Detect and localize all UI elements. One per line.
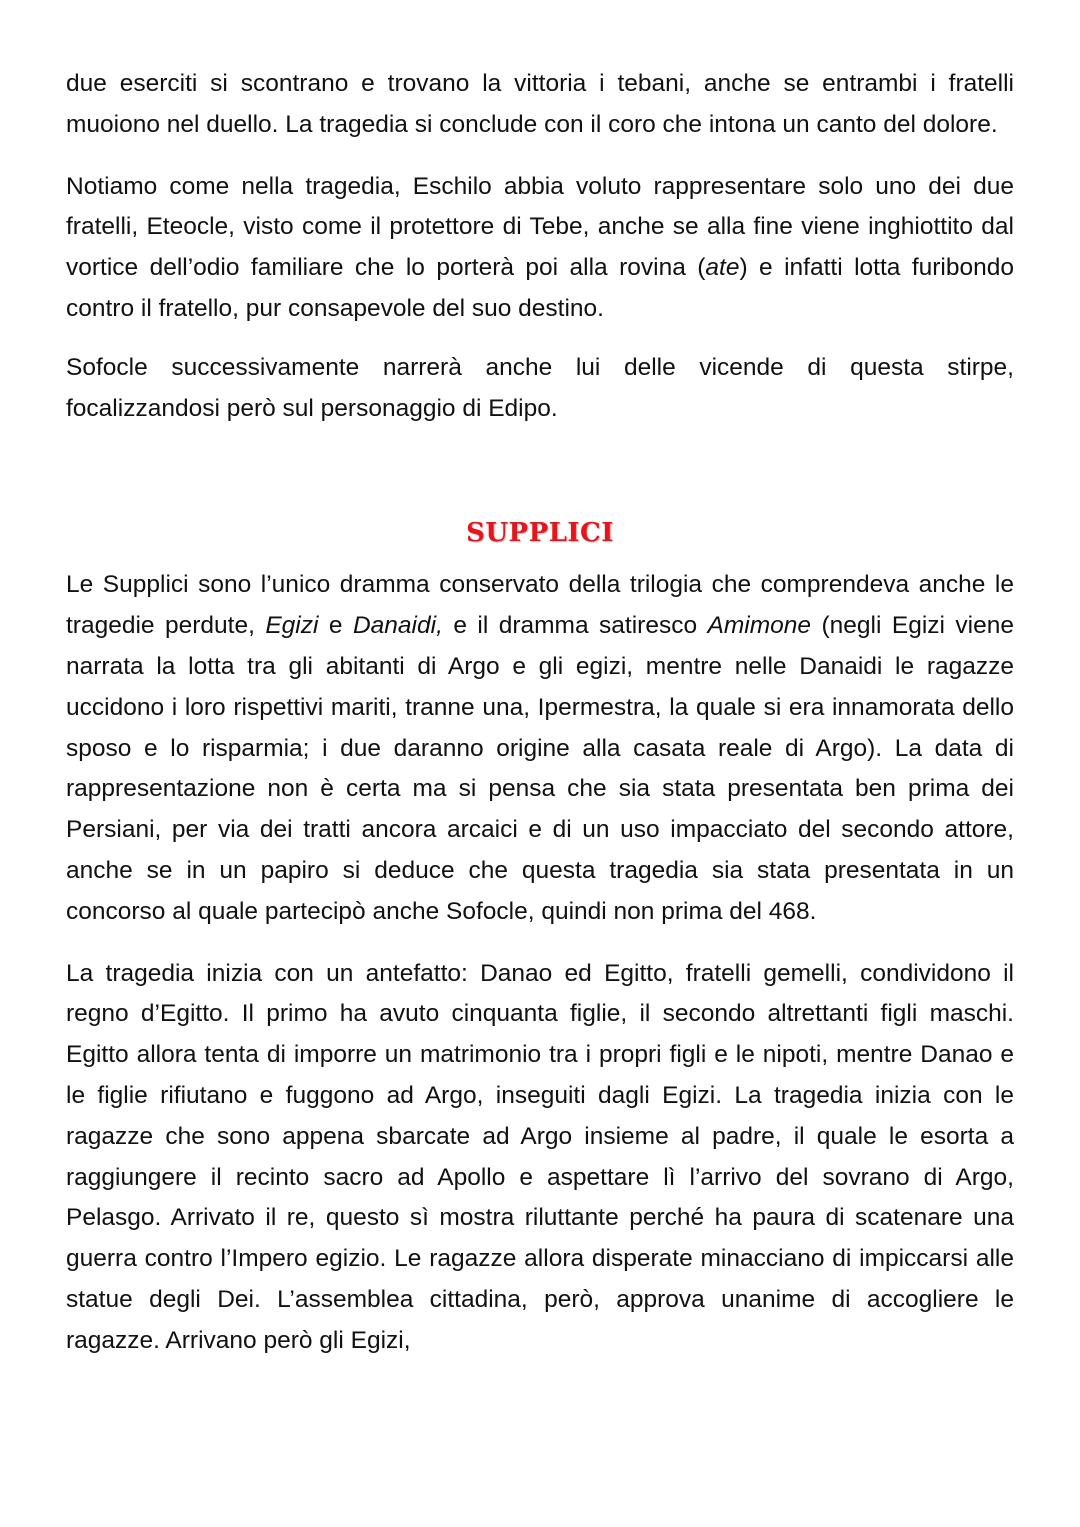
- paragraph-trilogy-text-c: e il dramma satiresco: [442, 612, 708, 640]
- document-page: [66, 64, 1014, 1362]
- paragraph-sofocle: Sofocle successivamente narrerà anche lui delle vicende di questa stirpe, focalizzandosi però sul personaggio di Edipo.: [66, 353, 1014, 422]
- paragraph-plot: La tragedia inizia con un antefatto: Danao ed Egitto, fratelli gemelli, condividono il regno d’Egitto. Il primo ha avuto cinquanta figlie, il secondo altrettanti figli maschi. Egitto allora tenta di imporre un matrimonio tra i propri figli e le nipoti, mentre Danao e le figlie rifiutano e fuggono ad Argo, inseguiti dagli Egizi. La tragedia inizia con le ragazze che sono appena sbarcate ad Argo insieme al padre, il quale le esorta a raggiungere il recinto sacro ad Apollo e aspettare lì l’arrivo del sovrano di Argo, Pelasgo. Arrivato il re, questo sì mostra riluttante perché ha paura di scatenare una guerra contro l’Impero egizio. Le ragazze allora disperate minacciano di impiccarsi alle statue degli Dei. L’assemblea cittadina, però, approva unanime di accogliere le ragazze. Arrivano però gli Egizi,: [66, 959, 1014, 1354]
- paragraph-battle-ending: due eserciti si scontrano e trovano la vittoria i tebani, anche se entrambi i fratelli muoiono nel duello. La tragedia si conclude con il coro che intona un canto del dolore.: [66, 70, 1014, 138]
- paragraph-trilogy-text-d: (negli Egizi viene narrata la lotta tra gli abitanti di Argo e gli egizi, mentre nelle Danaidi le ragazze uccidono i loro rispettivi mariti, tranne una, Ipermestra, la quale si era innamorata dello sposo e lo risparmia; i due daranno origine alla casata reale di Argo). La data di rappresentazione non è certa ma si pensa che sia stata presentata ben prima dei Persiani, per via dei tratti ancora arcaici e di un uso impacciato del secondo attore, anche se in un papiro si deduce che questa tragedia sia stata presentata in un concorso al quale partecipò anche Sofocle, quindi non prima del 468.: [66, 612, 1014, 925]
- term-ate: ate: [705, 254, 740, 282]
- paragraph-eteocle: [66, 167, 1014, 330]
- paragraph-trilogy-text-a: Le Supplici sono l’unico dramma conservato della trilogia che comprendeva anche le tragedie perdute,: [66, 571, 1014, 640]
- paragraph-trilogy: [66, 565, 1014, 932]
- title-danaidi: Danaidi,: [352, 612, 443, 640]
- paragraph-eteocle-text-b: ) e infatti lotta furibondo contro il fratello, pur consapevole del suo destino.: [66, 254, 1014, 322]
- title-egizi: Egizi: [265, 612, 319, 640]
- paragraph-eteocle-text-a: Notiamo come nella tragedia, Eschilo abbia voluto rappresentare solo uno dei due fratelli, Eteocle, visto come il protettore di Tebe, anche se alla fine viene inghiottito dal vortice dell’odio familiare che lo porterà poi alla rovina (: [66, 172, 1014, 282]
- paragraph-trilogy-text-b: e: [318, 612, 353, 640]
- section-heading-supplici: SUPPLICI: [466, 518, 614, 549]
- title-amimone: Amimone: [707, 612, 812, 640]
